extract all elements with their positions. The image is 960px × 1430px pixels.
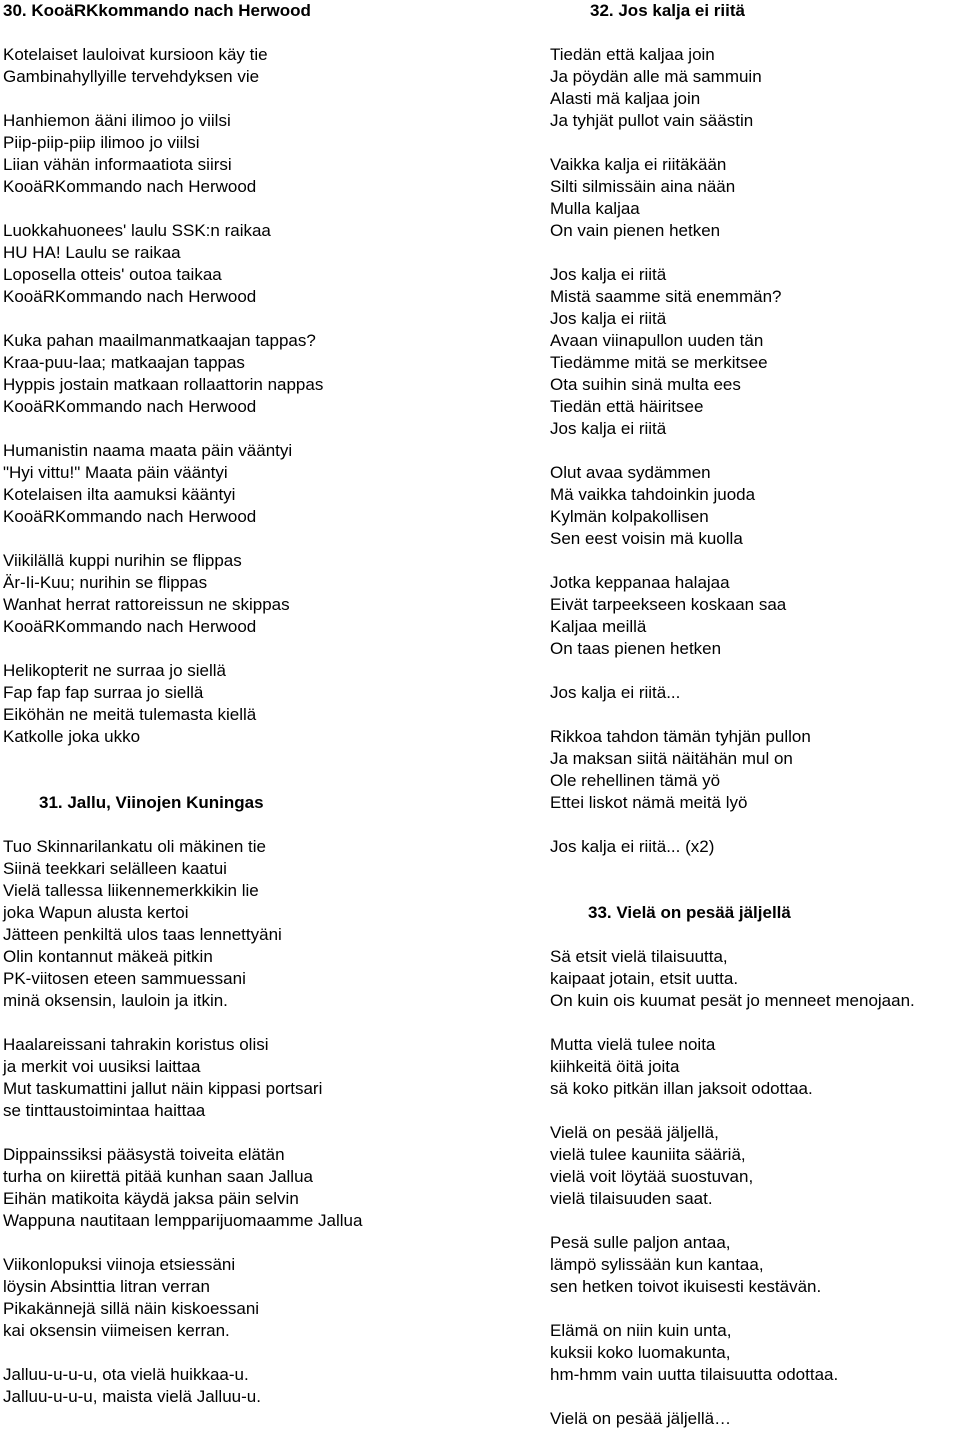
stanza-break xyxy=(550,550,960,572)
lyric-line: Tiedämme mitä se merkitsee xyxy=(550,353,768,372)
lyric-line: löysin Absinttia litran verran xyxy=(3,1277,210,1296)
song-33-title: 33. Vielä on pesää jäljellä xyxy=(588,903,791,922)
lyric-line: Silti silmissäin aina nään xyxy=(550,177,736,196)
stanza-break xyxy=(3,1232,533,1254)
lyric-line: KooäRKommando nach Herwood xyxy=(3,397,257,416)
lyric-line: Vielä on pesää jäljellä, xyxy=(550,1123,719,1142)
lyric-line: Kraa-puu-laa; matkaajan tappas xyxy=(3,353,245,372)
song-31-title: 31. Jallu, Viinojen Kuningas xyxy=(39,793,264,812)
lyric-line: turha on kiirettä pitää kunhan saan Jallua xyxy=(3,1167,313,1186)
lyric-line: Mulla kaljaa xyxy=(550,199,640,218)
lyric-line: Avaan viinapullon uuden tän xyxy=(550,331,764,350)
lyric-line: vielä voit löytää suostuvan, xyxy=(550,1167,754,1186)
spacer xyxy=(550,880,960,902)
lyric-line: Sä etsit vielä tilaisuutta, xyxy=(550,947,728,966)
lyric-line: joka Wapun alusta kertoi xyxy=(3,903,189,922)
lyric-line: Katkolle joka ukko xyxy=(3,727,141,746)
lyric-line: Piip-piip-piip ilimoo jo viilsi xyxy=(3,133,200,152)
stanza-break xyxy=(550,1386,960,1408)
lyric-line: Viikonlopuksi viinoja etsiessäni xyxy=(3,1255,236,1274)
lyric-line: Kylmän kolpakollisen xyxy=(550,507,709,526)
lyric-line: Tiedän että kaljaa join xyxy=(550,45,715,64)
lyric-line: vielä tilaisuuden saat. xyxy=(550,1189,713,1208)
lyric-line: "Hyi vittu!" Maata päin vääntyi xyxy=(3,463,228,482)
lyric-line: Wanhat herrat rattoreissun ne skippas xyxy=(3,595,290,614)
stanza-break xyxy=(3,1012,533,1034)
stanza-break xyxy=(3,308,533,330)
lyric-line: Gambinahyllyille tervehdyksen vie xyxy=(3,67,260,86)
lyric-line: Elämä on niin kuin unta, xyxy=(550,1321,732,1340)
lyric-line: KooäRKommando nach Herwood xyxy=(3,617,257,636)
lyric-line: vielä tulee kauniita sääriä, xyxy=(550,1145,746,1164)
lyric-line: Tuo Skinnarilankatu oli mäkinen tie xyxy=(3,837,267,856)
lyric-line: On taas pienen hetken xyxy=(550,639,722,658)
lyric-line: Jos kalja ei riitä... (x2) xyxy=(550,837,715,856)
lyric-line: ja merkit voi uusiksi laittaa xyxy=(3,1057,201,1076)
lyric-line: KooäRKommando nach Herwood xyxy=(3,287,257,306)
lyric-line: Eivät tarpeekseen koskaan saa xyxy=(550,595,787,614)
spacer xyxy=(3,814,533,836)
stanza-break xyxy=(550,1210,960,1232)
spacer xyxy=(550,858,960,880)
lyric-line: kiihkeitä öitä joita xyxy=(550,1057,680,1076)
lyric-line: Haalareissani tahrakin koristus olisi xyxy=(3,1035,269,1054)
lyric-line: Mistä saamme sitä enemmän? xyxy=(550,287,782,306)
spacer xyxy=(550,924,960,946)
lyric-line: Viikilällä kuppi nurihin se flippas xyxy=(3,551,242,570)
lyric-line: Ja maksan siitä näitähän mul on xyxy=(550,749,793,768)
lyric-line: KooäRKommando nach Herwood xyxy=(3,507,257,526)
lyric-line: Olut avaa sydämmen xyxy=(550,463,711,482)
lyric-line: Ja pöydän alle mä sammuin xyxy=(550,67,762,86)
lyric-line: Jos kalja ei riitä xyxy=(550,265,667,284)
song-30-title: 30. KooäRKkommando nach Herwood xyxy=(3,1,311,20)
lyric-line: Hyppis jostain matkaan rollaattorin nappas xyxy=(3,375,324,394)
stanza-break xyxy=(550,242,960,264)
lyric-line: Eiköhän ne meitä tulemasta kiellä xyxy=(3,705,257,724)
lyric-line: Pikakännejä sillä näin kiskoessani xyxy=(3,1299,260,1318)
left-column xyxy=(3,0,533,1408)
lyric-line: Sen eest voisin mä kuolla xyxy=(550,529,743,548)
lyric-line: Jos kalja ei riitä xyxy=(550,419,667,438)
spacer xyxy=(3,748,533,770)
lyric-line: Loposella otteis' outoa taikaa xyxy=(3,265,222,284)
lyric-line: Kotelaisen ilta aamuksi kääntyi xyxy=(3,485,236,504)
song-33-lyrics xyxy=(550,946,960,1430)
lyric-line: Hanhiemon ääni ilimoo jo viilsi xyxy=(3,111,231,130)
lyric-line: Rikkoa tahdon tämän tyhjän pullon xyxy=(550,727,811,746)
lyric-line: kuksii koko luomakunta, xyxy=(550,1343,731,1362)
stanza-break xyxy=(3,638,533,660)
spacer xyxy=(550,22,960,44)
stanza-break xyxy=(550,1100,960,1122)
lyric-line: Vielä tallessa liikennemerkkikin lie xyxy=(3,881,259,900)
lyric-line: KooäRKommando nach Herwood xyxy=(3,177,257,196)
lyric-line: Mä vaikka tahdoinkin juoda xyxy=(550,485,756,504)
lyric-line: Tiedän että häiritsee xyxy=(550,397,704,416)
lyric-line: Wappuna nautitaan lempparijuomaamme Jallua xyxy=(3,1211,363,1230)
lyric-line: Liian vähän informaatiota siirsi xyxy=(3,155,232,174)
lyric-line: se tinttaustoimintaa haittaa xyxy=(3,1101,206,1120)
stanza-break xyxy=(3,418,533,440)
stanza-break xyxy=(3,88,533,110)
spacer xyxy=(3,770,533,792)
lyric-line: sen hetken toivot ikuisesti kestävän. xyxy=(550,1277,822,1296)
song-31-lyrics xyxy=(3,836,533,1408)
lyric-line: kai oksensin viimeisen kerran. xyxy=(3,1321,230,1340)
lyric-line: Vaikka kalja ei riitäkään xyxy=(550,155,727,174)
lyric-line: Mutta vielä tulee noita xyxy=(550,1035,716,1054)
lyric-line: On kuin ois kuumat pesät jo menneet menojaan. xyxy=(550,991,915,1010)
lyric-line: Alasti mä kaljaa join xyxy=(550,89,701,108)
lyric-line: HU HA! Laulu se raikaa xyxy=(3,243,181,262)
stanza-break xyxy=(550,704,960,726)
lyric-line: Helikopterit ne surraa jo siellä xyxy=(3,661,226,680)
lyric-line: Jotka keppanaa halajaa xyxy=(550,573,730,592)
lyric-line: Vielä on pesää jäljellä… xyxy=(550,1409,732,1428)
lyric-line: Ja tyhjät pullot vain säästin xyxy=(550,111,754,130)
lyric-line: Fap fap fap surraa jo siellä xyxy=(3,683,204,702)
song-30-lyrics xyxy=(3,44,533,748)
stanza-break xyxy=(550,814,960,836)
stanza-break xyxy=(3,1342,533,1364)
lyric-line: kaipaat jotain, etsit uutta. xyxy=(550,969,739,988)
lyric-line: Kuka pahan maailmanmatkaajan tappas? xyxy=(3,331,316,350)
right-column xyxy=(550,0,960,1430)
stanza-break xyxy=(550,660,960,682)
lyric-line: Kaljaa meillä xyxy=(550,617,647,636)
spacer xyxy=(3,22,533,44)
lyric-line: Jos kalja ei riitä xyxy=(550,309,667,328)
lyric-line: Dippainssiksi pääsystä toiveita elätän xyxy=(3,1145,285,1164)
lyric-line: On vain pienen hetken xyxy=(550,221,721,240)
stanza-break xyxy=(3,528,533,550)
stanza-break xyxy=(550,132,960,154)
lyric-line: Jos kalja ei riitä... xyxy=(550,683,681,702)
stanza-break xyxy=(550,1298,960,1320)
lyric-line: Jalluu-u-u-u, ota vielä huikkaa-u. xyxy=(3,1365,249,1384)
lyric-line: Kotelaiset lauloivat kursioon käy tie xyxy=(3,45,268,64)
stanza-break xyxy=(3,198,533,220)
song-32-title: 32. Jos kalja ei riitä xyxy=(590,1,745,20)
lyric-line: lämpö sylissään kun kantaa, xyxy=(550,1255,764,1274)
lyric-line: minä oksensin, lauloin ja itkin. xyxy=(3,991,228,1010)
lyric-line: Luokkahuonees' laulu SSK:n raikaa xyxy=(3,221,271,240)
lyric-line: Ota suihin sinä multa ees xyxy=(550,375,741,394)
lyric-line: Mut taskumattini jallut näin kippasi portsari xyxy=(3,1079,323,1098)
lyric-line: Jätteen penkiltä ulos taas lennettyäni xyxy=(3,925,282,944)
lyric-line: PK-viitosen eteen sammuessani xyxy=(3,969,246,988)
lyric-line: hm-hmm vain uutta tilaisuutta odottaa. xyxy=(550,1365,839,1384)
stanza-break xyxy=(3,1122,533,1144)
lyric-line: Siinä teekkari selälleen kaatui xyxy=(3,859,227,878)
lyric-line: Jalluu-u-u-u, maista vielä Jalluu-u. xyxy=(3,1387,261,1406)
lyric-line: Eihän matikoita käydä jaksa päin selvin xyxy=(3,1189,299,1208)
stanza-break xyxy=(550,1012,960,1034)
lyric-line: Ole rehellinen tämä yö xyxy=(550,771,721,790)
lyric-line: sä koko pitkän illan jaksoit odottaa. xyxy=(550,1079,813,1098)
lyric-line: Ettei liskot nämä meitä lyö xyxy=(550,793,748,812)
song-32-lyrics xyxy=(550,44,960,858)
stanza-break xyxy=(550,440,960,462)
lyric-line: Humanistin naama maata päin vääntyi xyxy=(3,441,293,460)
lyric-line: Är-Ii-Kuu; nurihin se flippas xyxy=(3,573,208,592)
lyric-line: Pesä sulle paljon antaa, xyxy=(550,1233,731,1252)
lyric-line: Olin kontannut mäkeä pitkin xyxy=(3,947,213,966)
